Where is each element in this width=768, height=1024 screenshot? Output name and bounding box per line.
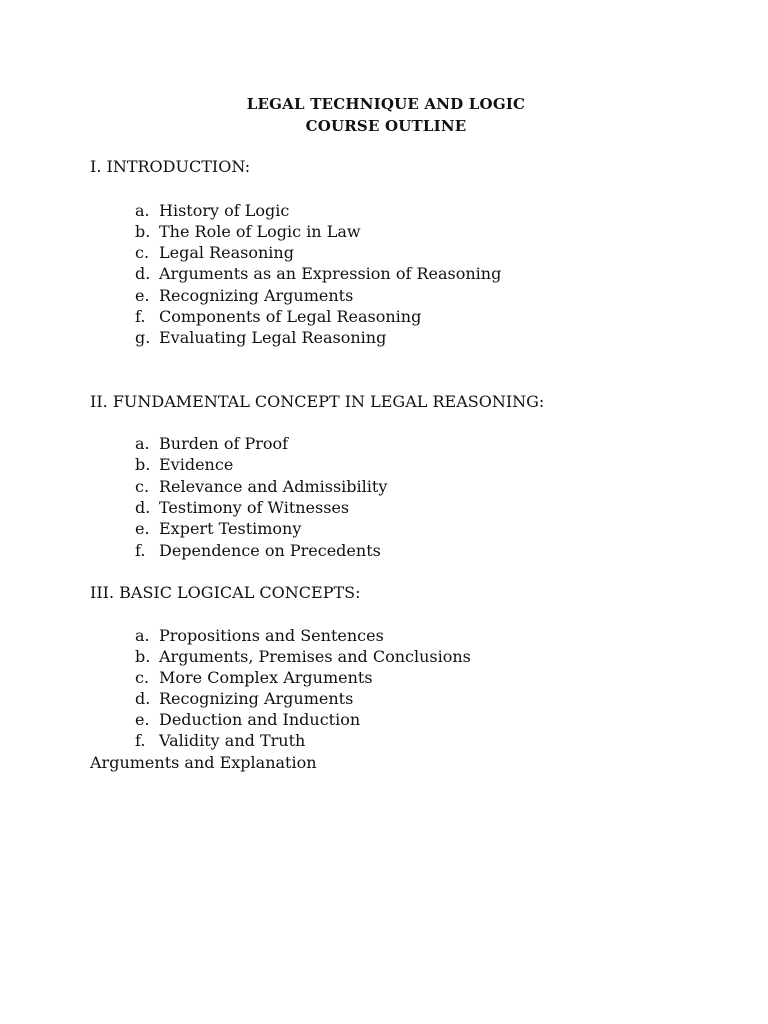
item-marker: d. (135, 498, 151, 517)
item-text: Expert Testimony (159, 519, 302, 538)
item-text: Dependence on Precedents (159, 541, 381, 560)
outline-item (135, 497, 349, 518)
document-subtitle: COURSE OUTLINE (305, 117, 467, 135)
item-text: Evidence (159, 455, 234, 474)
outline-item (135, 476, 387, 497)
outline-item (135, 200, 289, 221)
item-marker: c. (135, 668, 150, 687)
outline-item (135, 433, 288, 454)
item-marker: b. (135, 222, 151, 241)
section-heading-basic-logical-concepts: III. BASIC LOGICAL CONCEPTS: (90, 583, 361, 602)
item-text: History of Logic (159, 201, 290, 220)
section-heading-fundamental-concept: II. FUNDAMENTAL CONCEPT IN LEGAL REASONING: (90, 392, 545, 411)
outline-item (135, 242, 294, 263)
outline-item (135, 285, 353, 306)
outline-item (135, 518, 301, 539)
item-marker: d. (135, 264, 151, 283)
item-marker: b. (135, 455, 151, 474)
outline-item (135, 730, 305, 751)
outline-item (135, 263, 501, 284)
document-title: LEGAL TECHNIQUE AND LOGIC (246, 95, 526, 113)
item-marker: f. (135, 731, 146, 750)
item-text: Legal Reasoning (159, 243, 294, 262)
item-marker: f. (135, 541, 146, 560)
item-marker: c. (135, 243, 150, 262)
item-marker: e. (135, 286, 150, 305)
item-text: Validity and Truth (159, 731, 306, 750)
item-marker: f. (135, 307, 146, 326)
outline-item (135, 454, 233, 475)
item-marker: e. (135, 710, 150, 729)
outline-item (135, 625, 384, 646)
item-marker: a. (135, 201, 150, 220)
item-text: Propositions and Sentences (159, 626, 384, 645)
item-text: More Complex Arguments (159, 668, 373, 687)
section-heading-introduction: I. INTRODUCTION: (90, 157, 251, 176)
item-text: Arguments, Premises and Conclusions (159, 647, 471, 666)
outline-item (135, 709, 360, 730)
item-marker: a. (135, 626, 150, 645)
item-marker: a. (135, 434, 150, 453)
item-text: Arguments as an Expression of Reasoning (159, 264, 502, 283)
item-marker: b. (135, 647, 151, 666)
item-text: Evaluating Legal Reasoning (159, 328, 387, 347)
item-text: Testimony of Witnesses (159, 498, 350, 517)
item-text: Deduction and Induction (159, 710, 361, 729)
outline-item (135, 221, 361, 242)
item-text: Components of Legal Reasoning (159, 307, 422, 326)
outline-item (135, 667, 373, 688)
item-marker: d. (135, 689, 151, 708)
item-marker: e. (135, 519, 150, 538)
trailing-line: Arguments and Explanation (90, 753, 317, 772)
item-text: Recognizing Arguments (159, 689, 354, 708)
item-text: Relevance and Admissibility (159, 477, 388, 496)
outline-item (135, 646, 471, 667)
item-marker: c. (135, 477, 150, 496)
item-text: Burden of Proof (159, 434, 289, 453)
item-marker: g. (135, 328, 151, 347)
outline-item (135, 327, 386, 348)
outline-item (135, 540, 381, 561)
outline-item (135, 306, 421, 327)
outline-item (135, 688, 353, 709)
item-text: The Role of Logic in Law (159, 222, 361, 241)
item-text: Recognizing Arguments (159, 286, 354, 305)
